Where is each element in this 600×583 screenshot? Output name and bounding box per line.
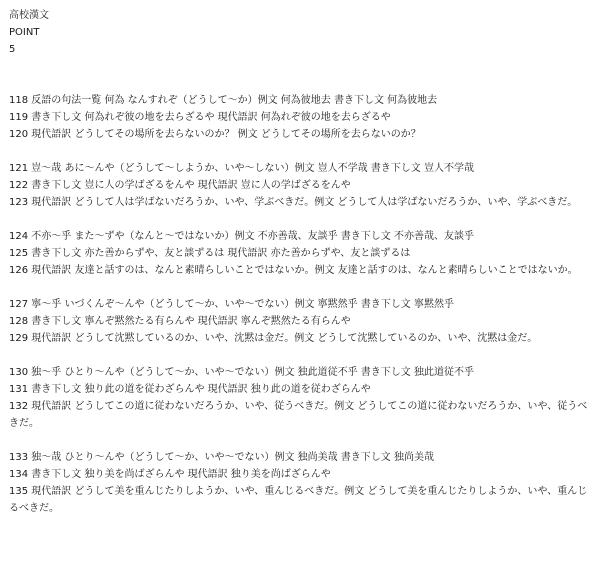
text-line-127: 127 寧〜乎 いづくんぞ〜んや（どうして〜か、いや〜でない）例文 寧黙然乎 書き下し文 寧黙然乎: [9, 299, 454, 310]
section-hosu-130: [9, 364, 593, 432]
text-line-126: 126 現代語訳 友達と話すのは、なんと素晴らしいことではないか。例文 友達と話すのは、なんと素晴らしいことではないか。: [9, 265, 578, 276]
section-hosu-121: [9, 160, 593, 211]
text-line-133: 133 独〜哉 ひとり〜んや（どうして〜か、いや〜でない）例文 独尚美哉 書き下し文 独尚美哉: [9, 452, 434, 463]
text-line-124: 124 不亦〜乎 また〜ずや（なんと〜ではないか）例文 不亦善哉、友談乎 書き下し文 不亦善哉、友談乎: [9, 231, 474, 242]
text-line-123: 123 現代語訳 どうして人は学ばないだろうか、いや、学ぶべきだ。例文 どうして人は学ばないだろうか、いや、学ぶべきだ。: [9, 197, 578, 208]
text-line-128: 128 書き下し文 寧んぞ黙然たる有らんや 現代語訳 寧んぞ黙然たる有らんや: [9, 316, 351, 327]
header-spacer: [9, 58, 593, 92]
text-line-121: 121 豈〜哉 あに〜んや（どうして〜しようか、いや〜しない）例文 豈人不学哉 書き下し文 豈人不学哉: [9, 163, 474, 174]
text-line-129: 129 現代語訳 どうして沈黙しているのか、いや、沈黙は金だ。例文 どうして沈黙しているのか、いや、沈黙は金だ。: [9, 333, 538, 344]
text-line-122: 122 書き下し文 豈に人の学ばざるをんや 現代語訳 豈に人の学ばざるをんや: [9, 180, 351, 191]
section-hosu-127: [9, 296, 593, 347]
document-number: 5: [9, 44, 16, 55]
text-line-125: 125 書き下し文 亦た善からずや、友と談ずるは 現代語訳 亦た善からずや、友と談ずるは: [9, 248, 411, 259]
document-page: [9, 7, 593, 534]
text-line-130: 130 独〜乎 ひとり〜んや（どうして〜か、いや〜でない）例文 独此道従不乎 書き下し文 独此道従不乎: [9, 367, 474, 378]
document-title: 高校漢文: [9, 10, 49, 21]
text-line-134: 134 書き下し文 独り美を尚ばざらんや 現代語訳 独り美を尚ばざらんや: [9, 469, 331, 480]
section-hosu-118: [9, 92, 593, 143]
text-line-118: 118 反語の句法一覧 何為 なんすれぞ（どうして〜か）例文 何為彼地去 書き下し文 何為彼地去: [9, 95, 438, 106]
text-line-120: 120 現代語訳 どうしてその場所を去らないのか？ 例文 どうしてその場所を去らないのか？: [9, 129, 421, 140]
text-line-132: 132 現代語訳 どうしてこの道に従わないだろうか、いや、従うべきだ。例文 どうしてこの道に従わないだろうか、いや、従うべきだ。: [9, 401, 588, 429]
section-hosu-124: [9, 228, 593, 279]
document-subtitle: POINT: [9, 27, 40, 38]
text-line-119: 119 書き下し文 何為れぞ彼の地を去らざるや 現代語訳 何為れぞ彼の地を去らざるや: [9, 112, 391, 123]
text-line-135: 135 現代語訳 どうして美を重んじたりしようか、いや、重んじるべきだ。例文 どうして美を重んじたりしようか、いや、重んじるべきだ。: [9, 486, 588, 514]
section-hosu-133: [9, 449, 593, 517]
text-line-131: 131 書き下し文 独り此の道を従わざらんや 現代語訳 独り此の道を従わざらんや: [9, 384, 371, 395]
